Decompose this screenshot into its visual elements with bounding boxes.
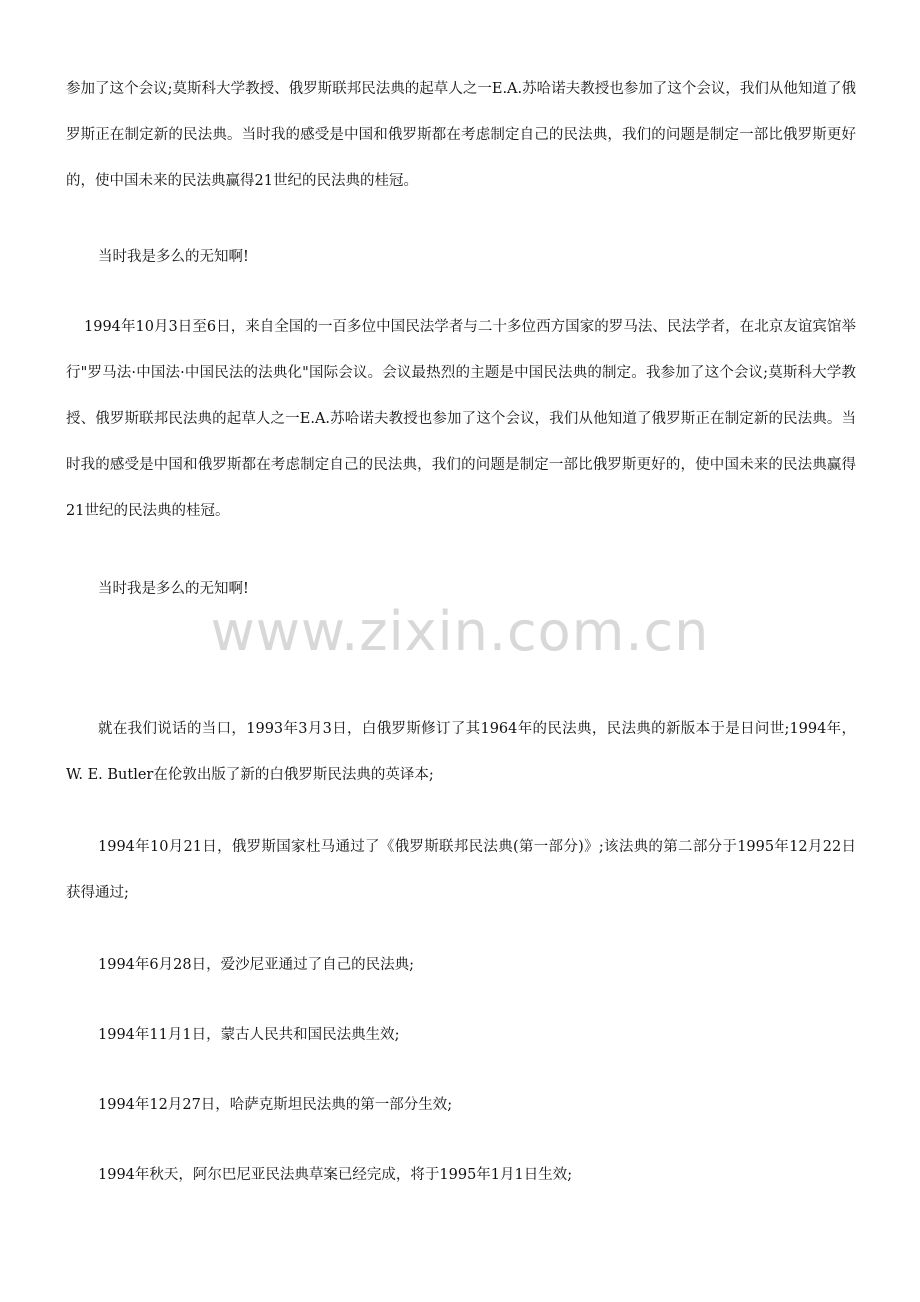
paragraph-3: 1994年10月3日至6日，来自全国的一百多位中国民法学者与二十多位西方国家的罗马法、民法学者，在北京友谊宾馆举行"罗马法·中国法·中国民法的法典化"国际会议。会议最热烈的主题是中国民法典的制定。我参加了这个会议;莫斯科大学教授、俄罗斯联邦民法典的起草人之一E.A.苏哈诺夫教授也参加了这个会议，我们从他知道了俄罗斯正在制定新的民法典。当时我的感受是中国和俄罗斯都在考虑制定自己的民法典，我们的问题是制定一部比俄罗斯更好的，使中国未来的民法典赢得21世纪的民法典的桂冠。	[66, 319, 856, 519]
paragraph-1: 参加了这个会议;莫斯科大学教授、俄罗斯联邦民法典的起草人之一E.A.苏哈诺夫教授也参加了这个会议，我们从他知道了俄罗斯正在制定新的民法典。当时我的感受是中国和俄罗斯都在考虑制定自己的民法典，我们的问题是制定一部比俄罗斯更好的，使中国未来的民法典赢得21世纪的民法典的桂冠。	[66, 81, 856, 189]
paragraph-2: 当时我是多么的无知啊!	[98, 249, 249, 265]
paragraph-8: 1994年11月1日，蒙古人民共和国民法典生效;	[98, 1027, 400, 1043]
paragraph-7: 1994年6月28日，爱沙尼亚通过了自己的民法典;	[98, 957, 414, 973]
paragraph-5: 就在我们说话的当口，1993年3月3日，白俄罗斯修订了其1964年的民法典，民法典的新版本于是日问世;1994年，W. E. Butler在伦敦出版了新的白俄罗斯民法典的英译本;	[66, 721, 856, 783]
paragraph-10: 1994年秋天，阿尔巴尼亚民法典草案已经完成，将于1995年1月1日生效;	[98, 1167, 573, 1183]
paragraph-9: 1994年12月27日，哈萨克斯坦民法典的第一部分生效;	[98, 1097, 453, 1113]
watermark: www.zixin.com.cn	[210, 600, 710, 663]
paragraph-4: 当时我是多么的无知啊!	[98, 581, 249, 597]
paragraph-6: 1994年10月21日，俄罗斯国家杜马通过了《俄罗斯联邦民法典(第一部分)》;该法典的第二部分于1995年12月22日获得通过;	[66, 839, 856, 901]
